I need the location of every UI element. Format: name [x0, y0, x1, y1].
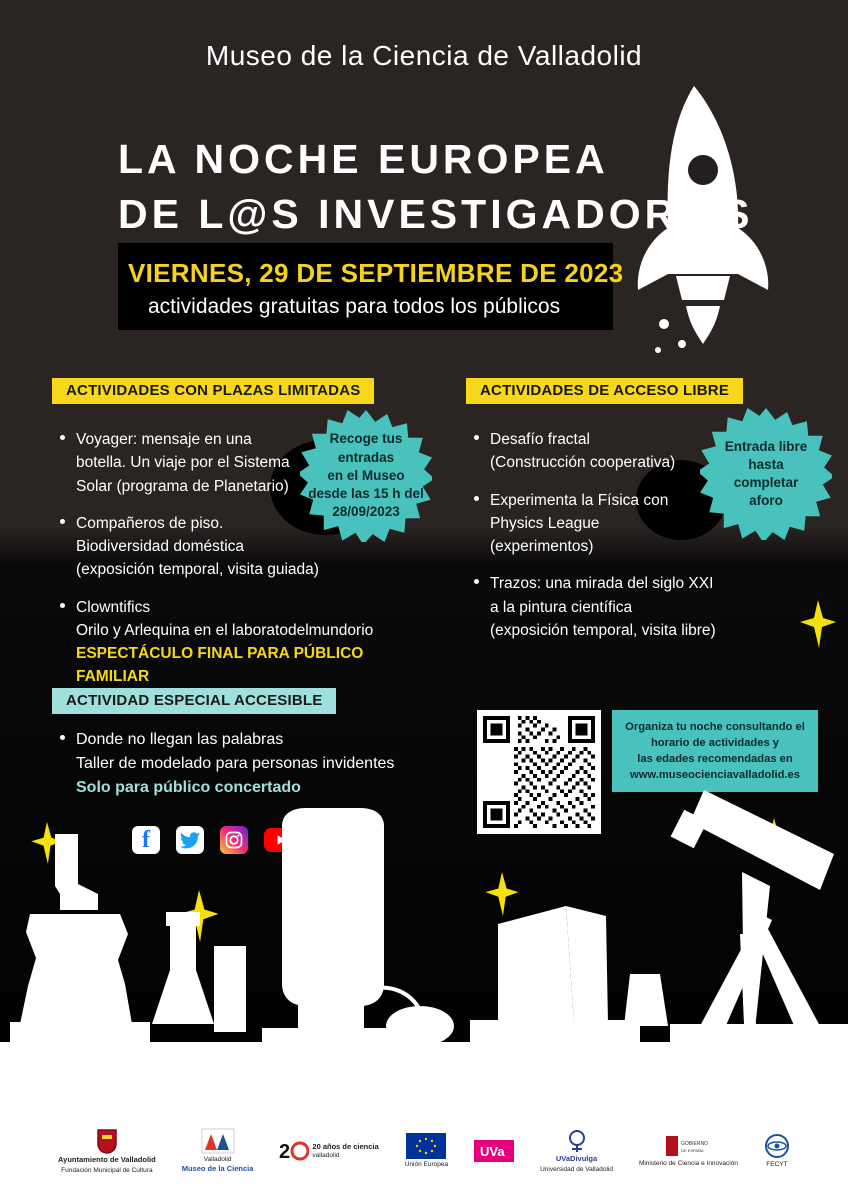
coat-of-arms-icon [96, 1128, 118, 1154]
logo-label: UVaDivulga [555, 1153, 598, 1163]
uva-mark-icon [474, 1140, 514, 1162]
logo-museo [182, 1128, 254, 1174]
logo-sublabel: Museo de la Ciencia [181, 1164, 254, 1174]
instruments-silhouette [0, 774, 848, 1104]
badge-free-entry [700, 408, 832, 540]
logo-ayuntamiento [58, 1128, 156, 1174]
uvadivulga-icon [564, 1129, 590, 1153]
list-item-highlight: ESPECTÁCULO FINAL PARA PÚBLICO FAMILIAR [76, 645, 364, 686]
badge-free-entry-text: Entrada libre hasta completar aforo [724, 438, 808, 509]
badge-tickets [300, 410, 432, 542]
facebook-icon[interactable]: f [132, 826, 160, 854]
title-line-1: LA NOCHE EUROPEA [118, 136, 609, 182]
logo-label: Ayuntamiento de Valladolid [58, 1154, 156, 1164]
svg-text:UVa: UVa [480, 1144, 505, 1159]
list-item: Clowntifics Orilo y Arlequina en el laboratodelmundorio ESPECTÁCULO FINAL PARA PÚBLICO FAMILIAR [56, 596, 386, 689]
title-block [118, 132, 778, 243]
footer [0, 1103, 848, 1199]
logo-sublabel: valladolid [312, 1151, 340, 1159]
logo-20-anos [279, 1138, 378, 1164]
star-icon [800, 600, 836, 648]
svg-text:2: 2 [279, 1141, 291, 1163]
section-heading-free: ACTIVIDADES DE ACCESO LIBRE [466, 378, 743, 404]
svg-text:DE ESPAÑA: DE ESPAÑA [681, 1148, 705, 1154]
logo-fecyt [764, 1133, 790, 1168]
logo-sublabel: Ministerio de Ciencia e Innovación [638, 1160, 738, 1168]
government-crest-icon [666, 1134, 710, 1158]
logo-uva [474, 1140, 514, 1162]
title-line-2: DE L@S INVESTIGADOR@S [118, 191, 754, 238]
list-item: Compañeros de piso. Biodiversidad doméstica (exposición temporal, visita guiada) [56, 512, 386, 582]
badge-tickets-text: Recoge tus entradas en el Museo desde las 15 h del 28/09/2023 [308, 431, 424, 520]
logo-row [0, 1111, 848, 1191]
logo-label: FECYT [766, 1161, 788, 1169]
event-subtitle: actividades gratuitas para todos los públicos [148, 295, 561, 318]
list-item: Trazos: una mirada del siglo XXI a la pintura científica (exposición temporal, visita libre) [470, 572, 770, 642]
museum-mark-icon [201, 1128, 235, 1154]
twenty-years-icon [279, 1138, 309, 1164]
page-title: Museo de la Ciencia de Valladolid [205, 40, 643, 71]
list-item: Experimenta la Física con Physics League (experimentos) [470, 489, 770, 559]
info-box-text: Organiza tu noche consultando el horario de actividades y las edades recomendadas en www.museocienciavalladolid.es [625, 720, 805, 782]
logo-sublabel: Fundación Municipal de Cultura [61, 1166, 153, 1174]
section-heading-limited: ACTIVIDADES CON PLAZAS LIMITADAS [52, 378, 374, 404]
logo-label: Valladolid [203, 1155, 232, 1163]
fecyt-icon [764, 1133, 790, 1159]
logo-sublabel: Universidad de Valladolid [540, 1165, 613, 1173]
logo-label: 20 años de ciencia [312, 1142, 379, 1152]
logo-gobierno [639, 1134, 738, 1167]
list-item-note: Solo para público concertado [76, 779, 301, 796]
list-item: Donde no llegan las palabras Taller de modelado para personas invidentes Solo para público concertado [56, 728, 456, 800]
event-date: VIERNES, 29 DE SEPTIEMBRE DE 2023 [128, 258, 624, 288]
list-item: Voyager: mensaje en una botella. Un viaje por el Sistema Solar (programa de Planetario) [56, 428, 386, 498]
eu-flag-icon [406, 1133, 446, 1159]
svg-text:GOBIERNO: GOBIERNO [681, 1141, 709, 1148]
list-item: Desafío fractal (Construcción cooperativa) [470, 428, 770, 475]
logo-label: Unión Europea [404, 1161, 449, 1169]
logo-union-europea [405, 1133, 448, 1168]
section-heading-special: ACTIVIDAD ESPECIAL ACCESIBLE [52, 688, 336, 714]
logo-uvadivulga [540, 1129, 613, 1173]
